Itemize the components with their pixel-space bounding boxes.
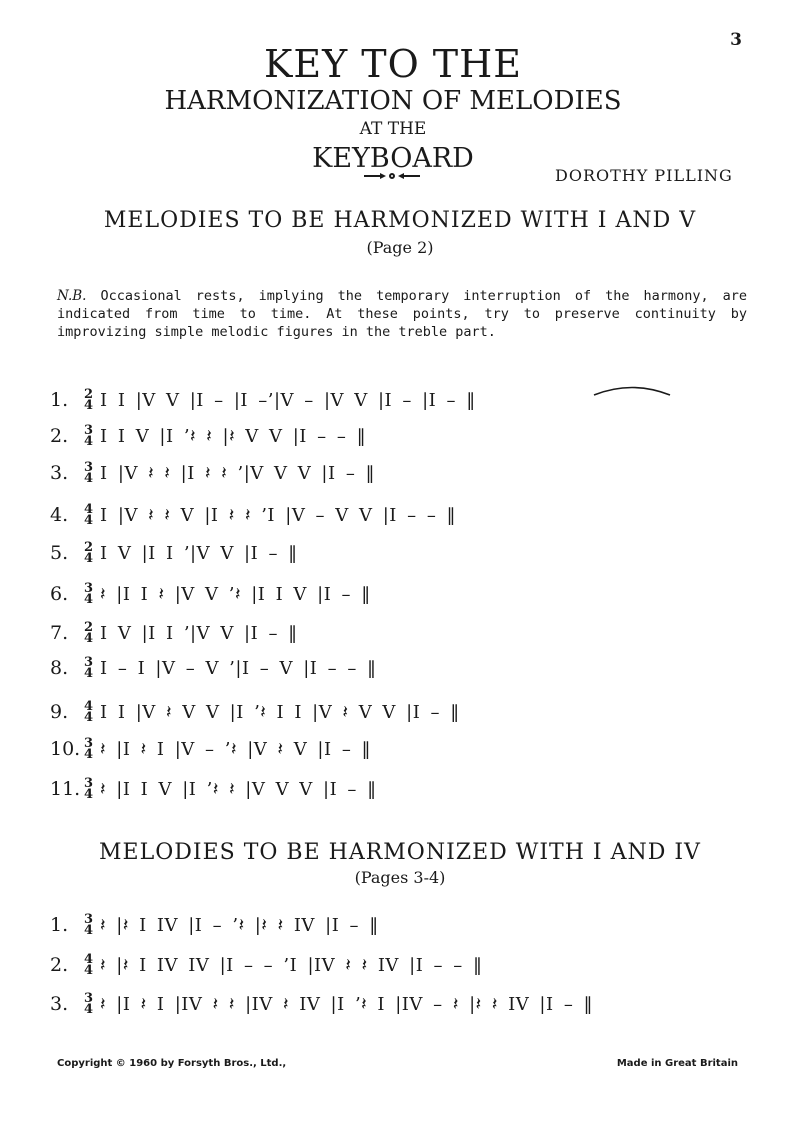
exercise-row <box>50 734 371 764</box>
ts-top: 3 <box>84 736 94 751</box>
ts-bottom: 4 <box>84 923 94 938</box>
copyright-notice: Copyright © 1960 by Forsyth Bros., Ltd., <box>57 1058 287 1069</box>
chord-sequence: I |V 𝄽 𝄽 |I 𝄽 𝄽 ’|V V V |I – ‖ <box>100 462 376 484</box>
exercise-number: 11. <box>50 778 81 800</box>
ts-bottom: 4 <box>84 513 94 528</box>
chord-sequence: 𝄽 |𝄽 I IV |I – ’𝄽 |𝄽 𝄽 IV |I – ‖ <box>100 914 379 936</box>
ts-bottom: 4 <box>84 434 94 449</box>
exercise-number: 1. <box>50 389 69 411</box>
time-signature <box>84 954 93 976</box>
ts-bottom: 4 <box>84 471 94 486</box>
ts-bottom: 4 <box>84 963 94 978</box>
ts-bottom: 4 <box>84 747 94 762</box>
ornament-icon <box>362 171 422 181</box>
time-signature <box>84 657 93 679</box>
time-signature <box>84 778 93 800</box>
title-line-1: KEY TO THE <box>263 42 523 86</box>
ts-top: 2 <box>84 540 94 555</box>
section2-subheading: (Pages 3-4) <box>354 868 446 887</box>
chord-sequence: I I |V 𝄽 V V |I ’𝄽 I I |V 𝄽 V V |I – ‖ <box>100 701 460 723</box>
exercise-row <box>50 385 476 415</box>
section1-heading: MELODIES TO BE HARMONIZED WITH I AND V <box>103 208 697 233</box>
time-signature <box>84 993 93 1015</box>
ts-top: 4 <box>84 952 94 967</box>
page-number: 3 <box>730 30 742 50</box>
exercise-number: 3. <box>50 993 69 1015</box>
chord-sequence: I – I |V – V ’|I – V |I – – ‖ <box>100 657 377 679</box>
ts-bottom: 4 <box>84 1002 94 1017</box>
chord-sequence: I V |I I ’|V V |I – ‖ <box>100 542 298 564</box>
ts-top: 4 <box>84 699 94 714</box>
exercise-number: 1. <box>50 914 69 936</box>
exercise-number: 2. <box>50 425 69 447</box>
exercise-row <box>50 618 298 648</box>
exercise-number: 7. <box>50 622 69 644</box>
section1-subheading: (Page 2) <box>366 238 434 257</box>
ts-bottom: 4 <box>84 551 94 566</box>
ts-top: 3 <box>84 655 94 670</box>
time-signature <box>84 914 93 936</box>
exercise-number: 8. <box>50 657 69 679</box>
exercise-row <box>50 458 375 488</box>
tie-slur-icon <box>592 384 672 396</box>
time-signature <box>84 622 93 644</box>
title-line-4: KEYBOARD <box>312 143 474 174</box>
ts-top: 3 <box>84 776 94 791</box>
time-signature <box>84 425 93 447</box>
exercise-number: 3. <box>50 462 69 484</box>
nb-note <box>57 287 747 341</box>
title-line-3: AT THE <box>359 119 427 139</box>
chord-sequence: 𝄽 |I I 𝄽 |V V ’𝄽 |I I V |I – ‖ <box>100 583 371 605</box>
time-signature <box>84 462 93 484</box>
ts-top: 3 <box>84 912 94 927</box>
exercise-number: 9. <box>50 701 69 723</box>
time-signature <box>84 701 93 723</box>
ts-top: 3 <box>84 991 94 1006</box>
ts-bottom: 4 <box>84 631 94 646</box>
chord-sequence: 𝄽 |I 𝄽 I |IV 𝄽 𝄽 |IV 𝄽 IV |I ’𝄽 I |IV – 𝄽 |𝄽 𝄽 IV |I – ‖ <box>100 993 594 1015</box>
chord-sequence: I I |V V |I – |I –’|V – |V V |I – |I – ‖ <box>100 389 476 411</box>
chord-sequence: I I V |I ’𝄽 𝄽 |𝄽 V V |I – – ‖ <box>100 425 367 447</box>
time-signature <box>84 504 93 526</box>
author-name: DOROTHY PILLING <box>555 166 733 185</box>
exercise-row <box>50 421 366 451</box>
chord-sequence: I |V 𝄽 𝄽 V |I 𝄽 𝄽 ’I |V – V V |I – – ‖ <box>100 504 457 526</box>
exercise-row <box>50 774 377 804</box>
ts-top: 4 <box>84 502 94 517</box>
time-signature <box>84 738 93 760</box>
exercise-row <box>50 950 482 980</box>
nb-label: N.B. <box>57 288 87 304</box>
exercise-row <box>50 910 379 940</box>
ts-top: 3 <box>84 460 94 475</box>
ts-bottom: 4 <box>84 592 94 607</box>
exercise-number: 4. <box>50 504 69 526</box>
ts-bottom: 4 <box>84 710 94 725</box>
chord-sequence: I V |I I ’|V V |I – ‖ <box>100 622 298 644</box>
exercise-row <box>50 653 377 683</box>
time-signature <box>84 542 93 564</box>
time-signature <box>84 389 93 411</box>
exercise-row <box>50 697 460 727</box>
exercise-number: 10. <box>50 738 81 760</box>
exercise-row <box>50 989 593 1019</box>
nb-text: Occasional rests, implying the temporary interruption of the harmony, are indicated from time to time. At these points, try to preserve continuity by improvizing simple melodic figures in the treble part. <box>57 288 747 340</box>
time-signature <box>84 583 93 605</box>
ts-top: 3 <box>84 423 94 438</box>
exercise-number: 5. <box>50 542 69 564</box>
made-in-notice: Made in Great Britain <box>616 1058 738 1069</box>
exercise-row <box>50 538 298 568</box>
chord-sequence: 𝄽 |I I V |I ’𝄽 𝄽 |V V V |I – ‖ <box>100 778 377 800</box>
exercise-number: 2. <box>50 954 69 976</box>
exercise-row <box>50 500 456 530</box>
exercise-number: 6. <box>50 583 69 605</box>
chord-sequence: 𝄽 |𝄽 I IV IV |I – – ’I |IV 𝄽 𝄽 IV |I – – ‖ <box>100 954 483 976</box>
title-line-2: HARMONIZATION OF MELODIES <box>164 86 622 116</box>
ts-bottom: 4 <box>84 787 94 802</box>
ts-bottom: 4 <box>84 398 94 413</box>
section2-heading: MELODIES TO BE HARMONIZED WITH I AND IV <box>99 840 701 865</box>
exercise-row <box>50 579 371 609</box>
ts-bottom: 4 <box>84 666 94 681</box>
chord-sequence: 𝄽 |I 𝄽 I |V – ’𝄽 |V 𝄽 V |I – ‖ <box>100 738 372 760</box>
ts-top: 2 <box>84 387 94 402</box>
ts-top: 3 <box>84 581 94 596</box>
ts-top: 2 <box>84 620 94 635</box>
